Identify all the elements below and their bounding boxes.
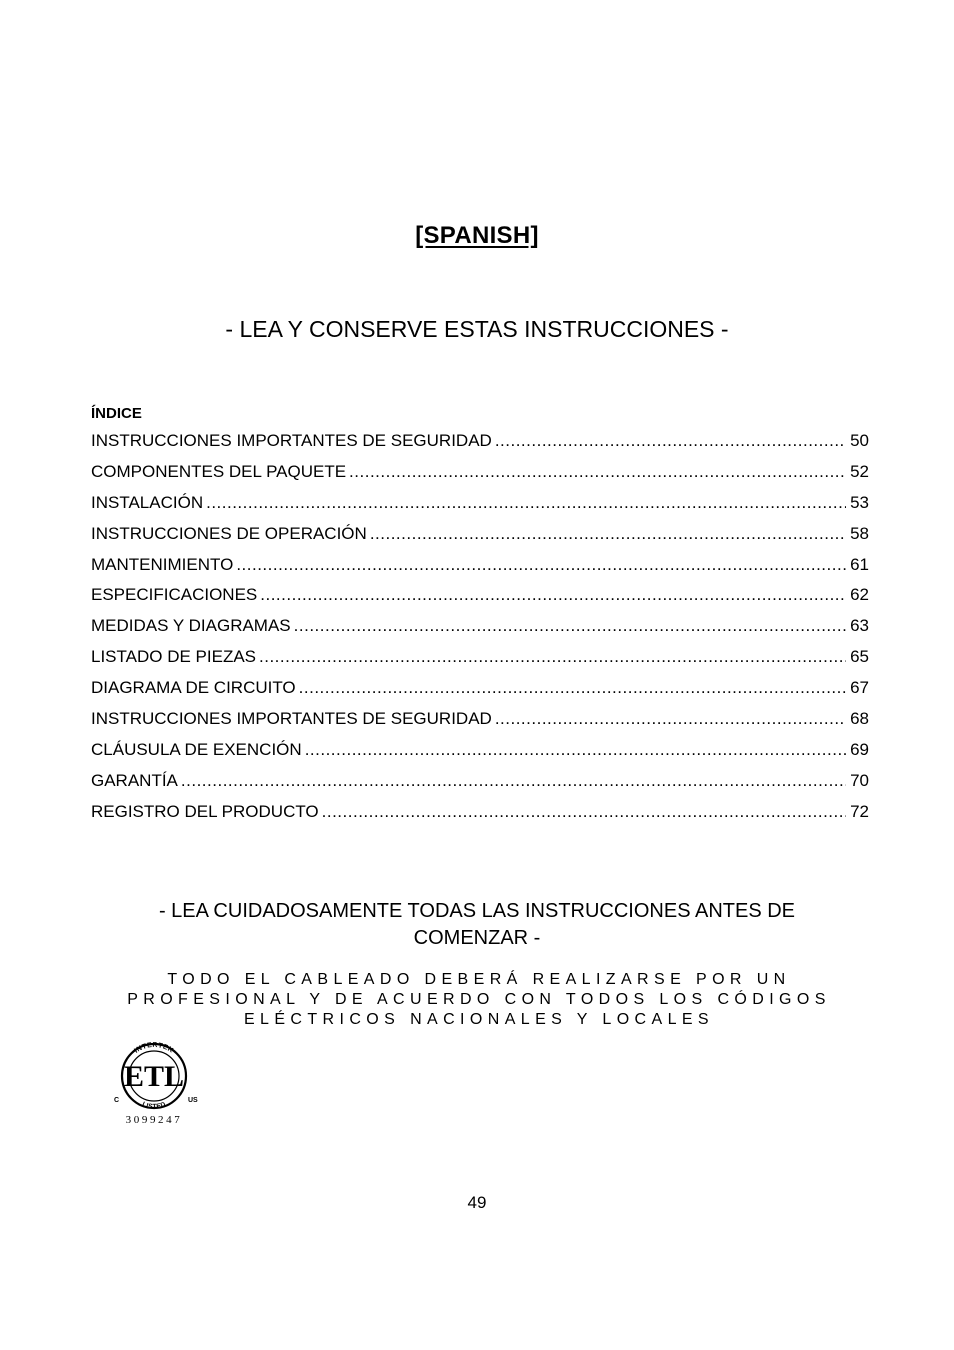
- toc-entry-label: DIAGRAMA DE CIRCUITO: [91, 678, 296, 698]
- toc-entry[interactable]: [91, 709, 869, 740]
- table-of-contents: [91, 431, 869, 833]
- toc-leader: [259, 647, 846, 667]
- toc-entry-label: MANTENIMIENTO: [91, 554, 234, 574]
- read-instructions-notice: - LEA CUIDADOSAMENTE TODAS LAS INSTRUCCIONES ANTES DE COMENZAR -: [158, 900, 796, 949]
- toc-entry-label: INSTALACIÓN: [91, 492, 204, 512]
- toc-leader: [206, 493, 846, 513]
- toc-leader: [495, 709, 846, 729]
- toc-entry-page: 58: [850, 523, 869, 543]
- toc-leader: [236, 555, 846, 575]
- toc-entry[interactable]: [91, 740, 869, 771]
- toc-entry-label: REGISTRO DEL PRODUCTO: [91, 801, 319, 821]
- toc-leader: [322, 802, 846, 822]
- toc-entry-page: 72: [850, 801, 869, 821]
- toc-entry[interactable]: [91, 462, 869, 493]
- toc-entry-page: 53: [850, 492, 869, 512]
- cert-mark-text: ETL: [123, 1060, 185, 1093]
- page-title: - LEA Y CONSERVE ESTAS INSTRUCCIONES -: [225, 316, 729, 342]
- svg-text:LISTED: [141, 1101, 167, 1111]
- toc-leader: [495, 431, 846, 451]
- toc-entry-label: ESPECIFICACIONES: [91, 585, 258, 605]
- toc-entry-page: 70: [850, 770, 869, 790]
- toc-leader: [370, 524, 846, 544]
- toc-entry-page: 50: [850, 431, 869, 450]
- etl-listed-mark-icon: [108, 1038, 204, 1128]
- toc-entry[interactable]: [91, 647, 869, 678]
- toc-entry-page: 62: [850, 585, 869, 605]
- cert-brand: INTERTEK: [133, 1041, 175, 1055]
- page-number: 49: [467, 1193, 487, 1212]
- toc-leader: [260, 585, 846, 605]
- toc-entry[interactable]: [91, 431, 869, 462]
- toc-entry[interactable]: [91, 524, 869, 555]
- cert-listed: LISTED: [141, 1100, 167, 1111]
- toc-entry-label: INSTRUCCIONES DE OPERACIÓN: [91, 523, 367, 543]
- toc-leader: [349, 462, 846, 482]
- toc-leader: [305, 740, 846, 760]
- toc-entry[interactable]: [91, 678, 869, 709]
- toc-entry-page: 63: [850, 616, 869, 636]
- toc-leader: [181, 771, 846, 791]
- toc-entry-label: CLÁUSULA DE EXENCIÓN: [91, 739, 302, 759]
- toc-entry[interactable]: [91, 493, 869, 524]
- toc-entry-page: 69: [850, 739, 869, 759]
- cert-number: 3099247: [125, 1114, 183, 1126]
- toc-entry-page: 65: [850, 647, 869, 667]
- toc-leader: [294, 616, 846, 636]
- toc-leader: [299, 678, 846, 698]
- toc-entry-label: LISTADO DE PIEZAS: [91, 647, 257, 667]
- language-title: [SPANISH]: [415, 222, 539, 249]
- toc-entry[interactable]: [91, 616, 869, 647]
- toc-entry-label: INSTRUCCIONES IMPORTANTES DE SEGURIDAD: [91, 709, 492, 729]
- toc-entry-page: 68: [850, 709, 869, 729]
- toc-entry[interactable]: [91, 555, 869, 586]
- toc-entry-page: 52: [850, 461, 869, 481]
- cert-country-left: C: [114, 1097, 120, 1104]
- toc-entry[interactable]: [91, 771, 869, 802]
- toc-entry-label: COMPONENTES DEL PAQUETE: [91, 461, 347, 481]
- toc-entry-label: INSTRUCCIONES IMPORTANTES DE SEGURIDAD: [91, 431, 492, 450]
- toc-entry-page: 61: [850, 554, 869, 574]
- toc-entry[interactable]: [91, 585, 869, 616]
- toc-entry-page: 67: [850, 678, 869, 698]
- toc-entry-label: GARANTÍA: [91, 770, 178, 790]
- toc-entry[interactable]: [91, 802, 869, 833]
- toc-entry-label: MEDIDAS Y DIAGRAMAS: [91, 616, 291, 636]
- cert-country-right: US: [188, 1097, 198, 1104]
- toc-heading: ÍNDICE: [91, 405, 142, 422]
- wiring-warning: TODO EL CABLEADO DEBERÁ REALIZARSE POR UN PROFESIONAL Y DE ACUERDO CON TODOS LOS CÓDIGOS ELÉCTRICOS NACIONALES Y LOCALES: [127, 971, 831, 1028]
